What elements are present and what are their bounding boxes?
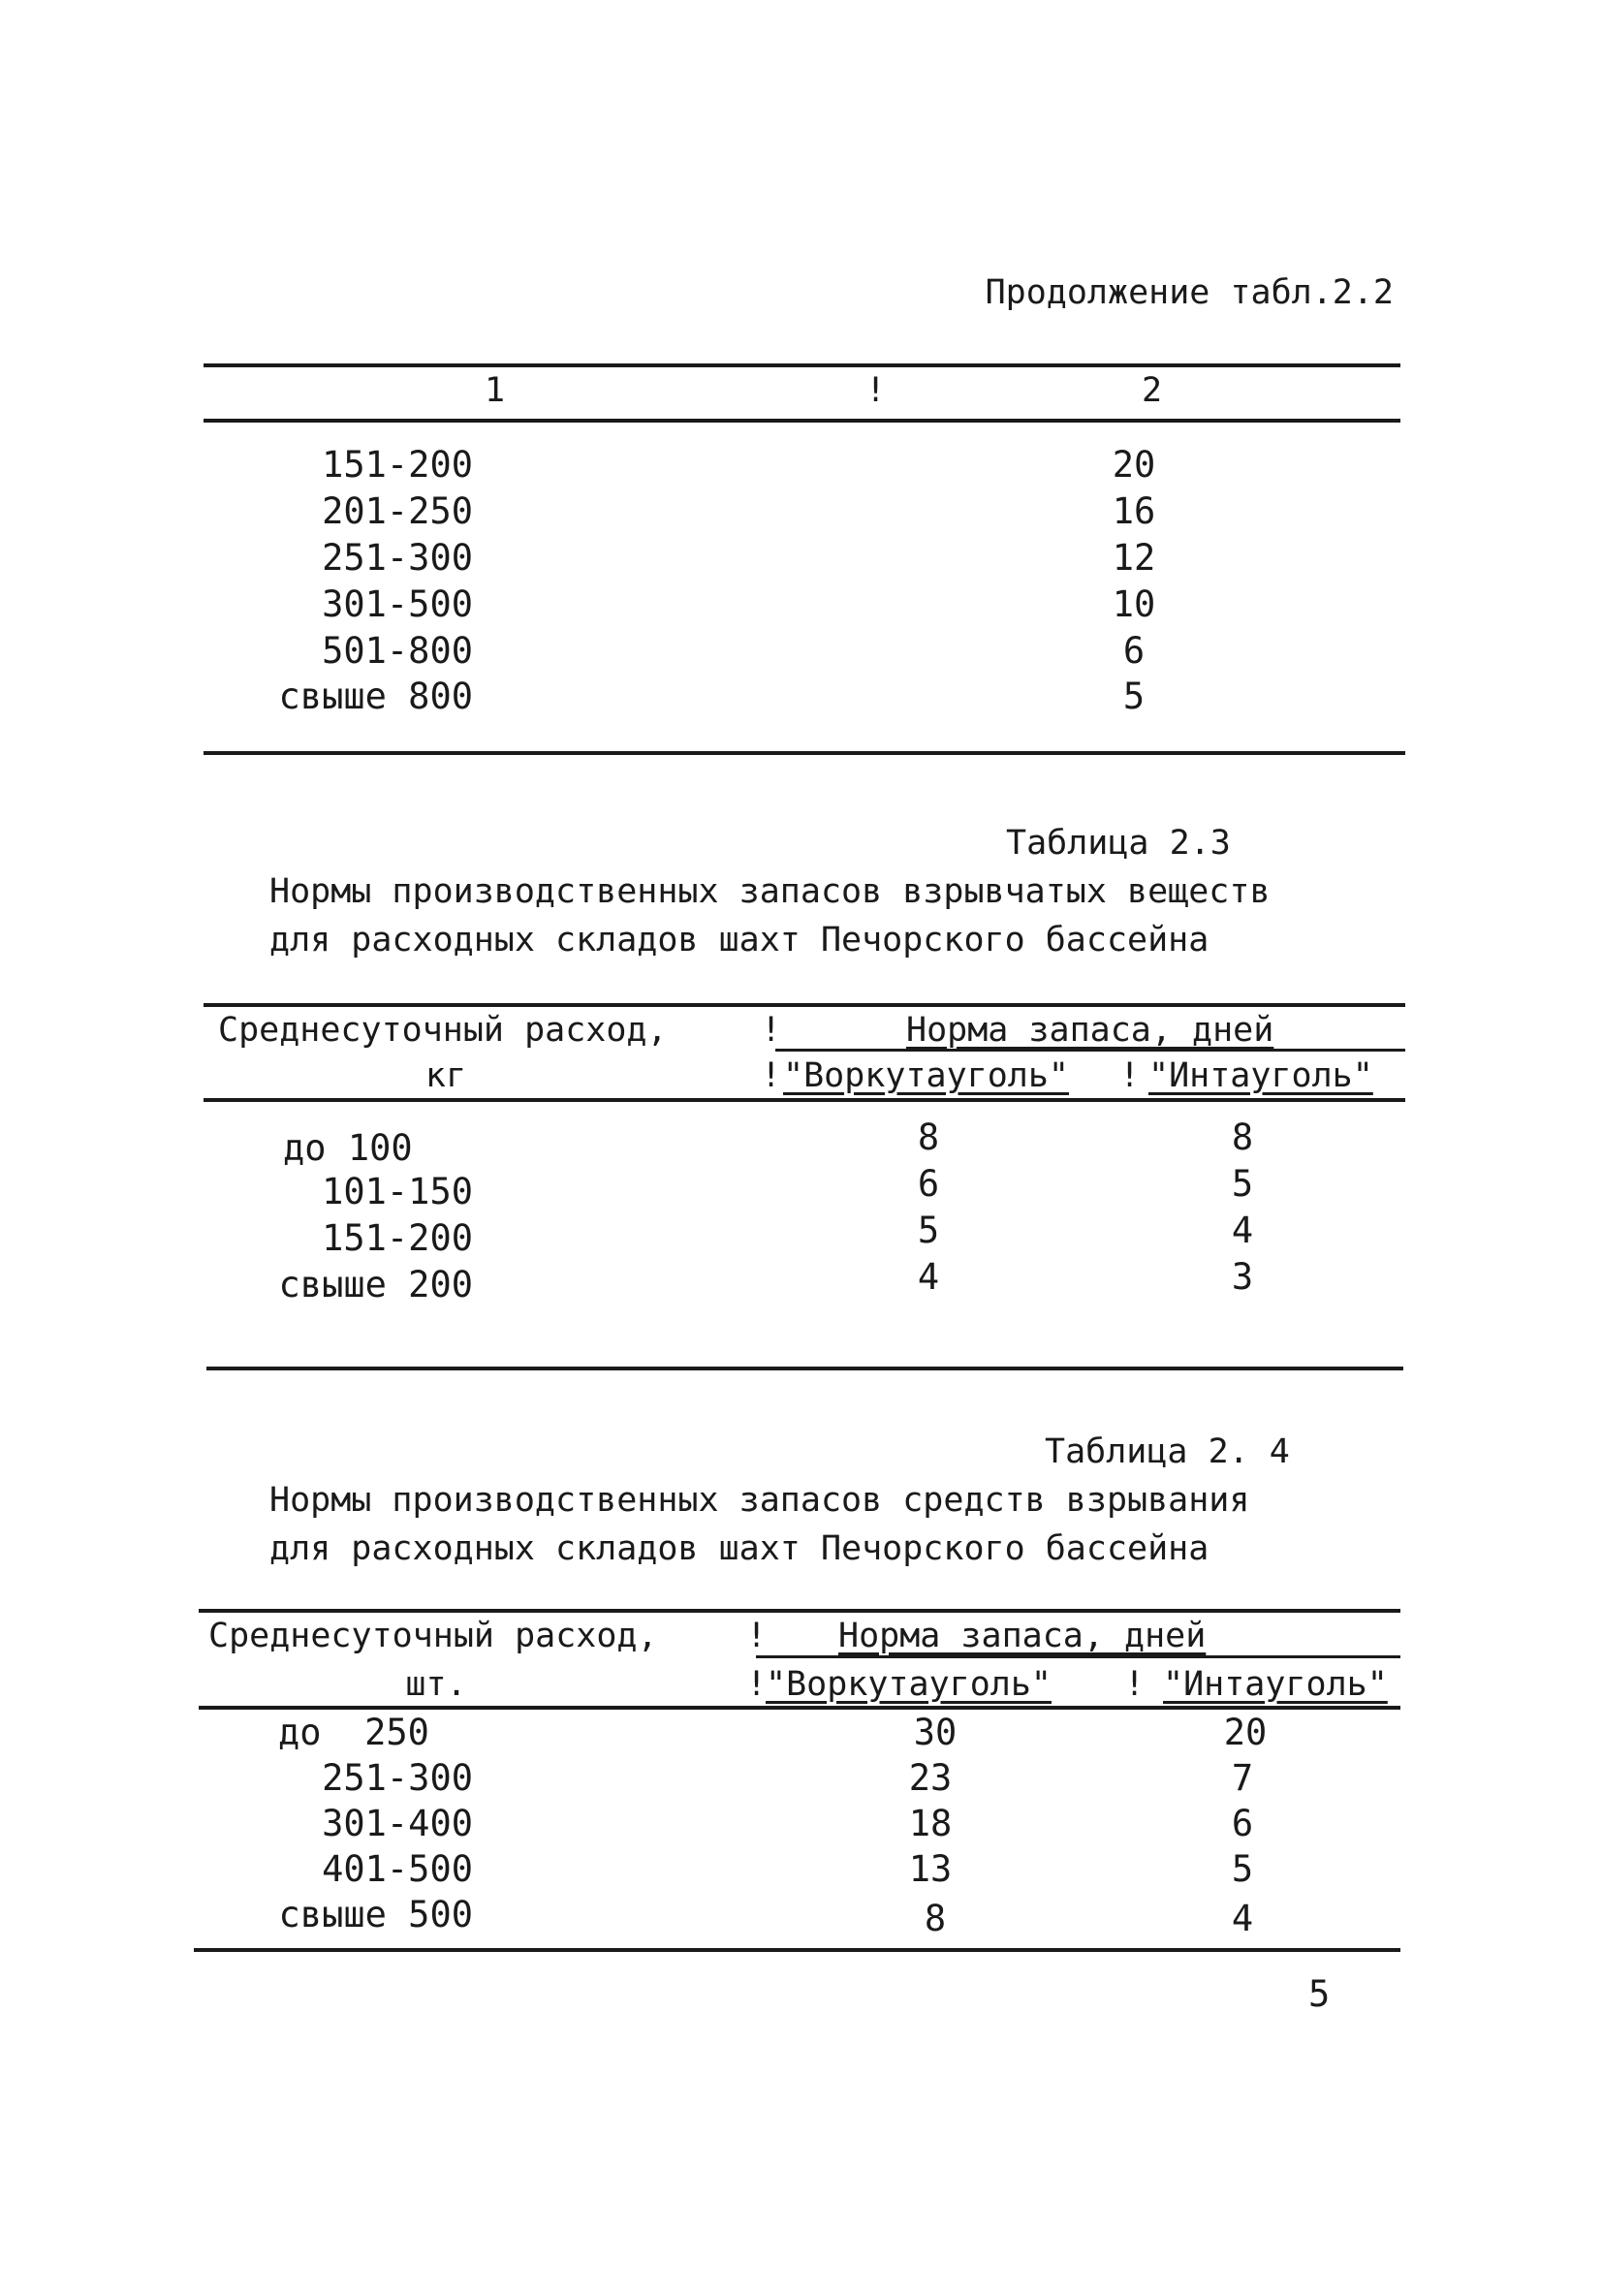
table-2-4-group-header: Норма запаса, дней <box>838 1617 1207 1655</box>
table-2-3-col1-line2: кг <box>424 1056 467 1095</box>
vorkuta-cell: 30 <box>913 1712 958 1753</box>
table-2-2-bottom-rule <box>204 751 1405 755</box>
table-2-4-top-rule <box>199 1609 1400 1613</box>
table-2-3-top-rule <box>204 1003 1405 1007</box>
range-cell: свыше 500 <box>278 1894 473 1935</box>
days-cell: 10 <box>1112 583 1156 625</box>
range-cell: 301-400 <box>322 1803 473 1844</box>
page-number: 5 <box>1308 1973 1331 2015</box>
inta-cell: 20 <box>1223 1712 1268 1753</box>
table-2-3-sep: ! <box>761 1056 782 1095</box>
inta-cell: 7 <box>1231 1757 1254 1799</box>
vorkuta-cell: 23 <box>908 1757 953 1799</box>
table-2-4-sep: ! <box>746 1665 768 1704</box>
table-2-4-title-line1: Нормы производственных запасов средств взрывания <box>269 1481 1250 1520</box>
table-2-4-sep: ! <box>746 1617 768 1655</box>
table-2-4-title-line2: для расходных складов шахт Печорского бассейна <box>269 1529 1209 1568</box>
table-2-4-sub-inta: "Интауголь" <box>1163 1665 1388 1704</box>
vorkuta-cell: 13 <box>908 1848 953 1890</box>
inta-cell: 6 <box>1231 1803 1254 1844</box>
continuation-label: Продолжение табл.2.2 <box>985 273 1394 312</box>
table-2-3-sub-vorkuta: "Воркутауголь" <box>783 1056 1070 1095</box>
table-2-4-col1-line2: шт. <box>405 1665 467 1704</box>
days-cell: 6 <box>1122 630 1146 672</box>
table-2-4-label: Таблица 2. 4 <box>1045 1432 1290 1471</box>
range-cell: 251-300 <box>322 1757 473 1799</box>
table-2-2-header-col2: 2 <box>1142 371 1163 410</box>
table-2-3-sep: ! <box>761 1011 782 1050</box>
days-cell: 16 <box>1112 490 1156 532</box>
vorkuta-cell: 8 <box>924 1898 947 1939</box>
range-cell: 401-500 <box>322 1848 473 1890</box>
table-2-4-col1-line1: Среднесуточный расход, <box>208 1617 658 1655</box>
table-2-3-group-header: Норма запаса, дней <box>906 1011 1274 1050</box>
range-cell: 151-200 <box>322 1217 473 1259</box>
range-cell: 251-300 <box>322 537 473 579</box>
table-2-3-bottom-rule <box>206 1367 1403 1370</box>
range-cell: 301-500 <box>322 583 473 625</box>
table-2-3-title-line1: Нормы производственных запасов взрывчатых веществ <box>269 872 1271 911</box>
days-cell: 12 <box>1112 537 1156 579</box>
vorkuta-cell: 18 <box>908 1803 953 1844</box>
vorkuta-cell: 8 <box>917 1117 940 1158</box>
table-2-3-col1-line1: Среднесуточный расход, <box>218 1011 668 1050</box>
range-cell: 501-800 <box>322 630 473 672</box>
table-2-2-header-sep: ! <box>865 371 887 410</box>
table-2-3-title-line2: для расходных складов шахт Печорского бассейна <box>269 921 1209 959</box>
table-2-3-group-rule <box>775 1049 1405 1052</box>
table-2-2-top-rule <box>204 363 1400 367</box>
table-2-4-group-rule <box>756 1655 1400 1658</box>
table-2-3-sub-inta: "Интауголь" <box>1148 1056 1373 1095</box>
vorkuta-cell: 6 <box>917 1163 940 1205</box>
days-cell: 20 <box>1112 444 1156 486</box>
days-cell: 5 <box>1122 676 1146 717</box>
table-2-3-label: Таблица 2.3 <box>1006 824 1231 863</box>
vorkuta-cell: 4 <box>917 1256 940 1298</box>
range-cell: до 250 <box>278 1712 429 1753</box>
range-cell: 101-150 <box>322 1171 473 1212</box>
inta-cell: 4 <box>1231 1210 1254 1251</box>
table-2-2-header-col1: 1 <box>485 371 506 410</box>
inta-cell: 3 <box>1231 1256 1254 1298</box>
range-cell: 201-250 <box>322 490 473 532</box>
table-2-4-sep: ! <box>1124 1665 1146 1704</box>
inta-cell: 5 <box>1231 1848 1254 1890</box>
range-cell: свыше 800 <box>278 676 473 717</box>
inta-cell: 8 <box>1231 1117 1254 1158</box>
table-2-2-header-rule <box>204 419 1400 423</box>
table-2-4-header-rule <box>199 1706 1400 1710</box>
range-cell: 151-200 <box>322 444 473 486</box>
inta-cell: 4 <box>1231 1898 1254 1939</box>
table-2-3-sep: ! <box>1119 1056 1141 1095</box>
inta-cell: 5 <box>1231 1163 1254 1205</box>
vorkuta-cell: 5 <box>917 1210 940 1251</box>
table-2-3-header-rule <box>204 1098 1405 1102</box>
table-2-4-sub-vorkuta: "Воркутауголь" <box>766 1665 1052 1704</box>
range-cell: свыше 200 <box>278 1264 473 1305</box>
table-2-4-bottom-rule <box>194 1948 1400 1952</box>
range-cell: до 100 <box>283 1127 413 1169</box>
